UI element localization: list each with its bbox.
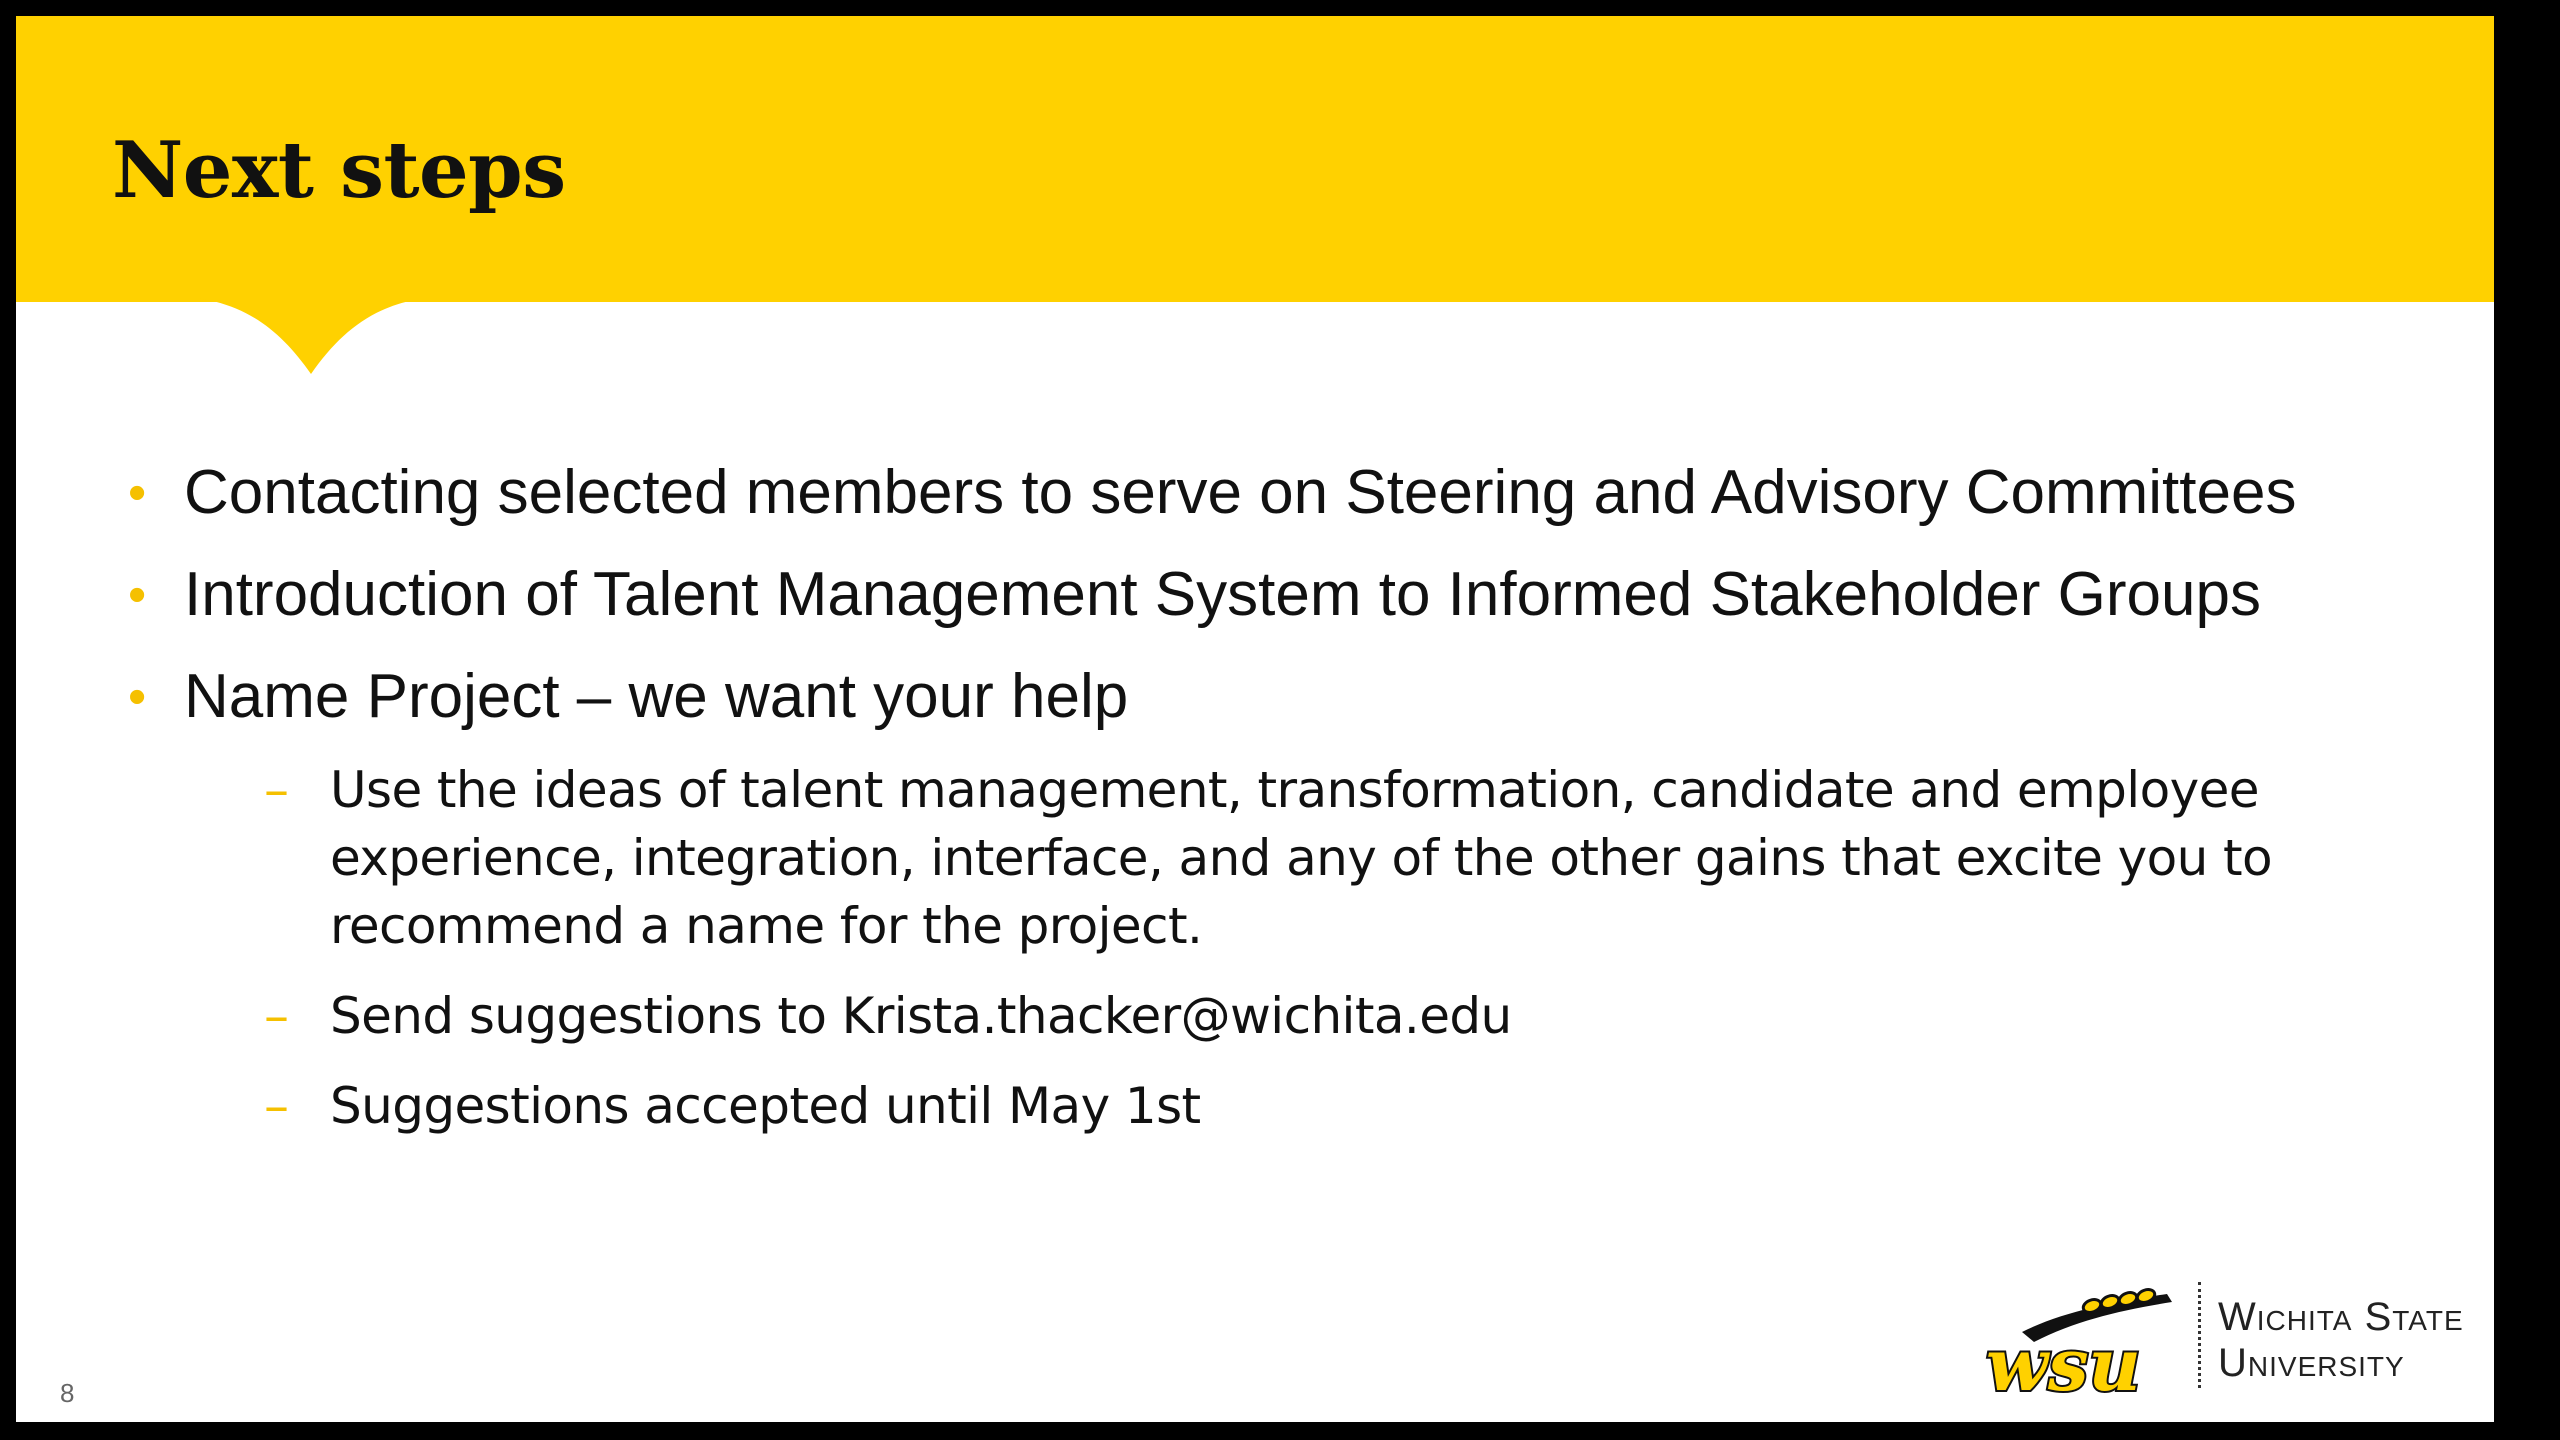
wsu-monogram: wsu [1986,1322,2141,1402]
logo-line-2: University [2218,1341,2405,1385]
sub-bullet-marker: – [264,1077,289,1135]
sub-bullet-item [264,756,2432,960]
bullet-marker: • [128,464,147,522]
sub-bullet-text: Use the ideas of talent management, transformation, candidate and employee experience, integration, interface, and any of the other gains that excite you to recommend a name for the project. [330,761,2272,955]
wsu-shocker-logo-icon [1982,1272,2182,1402]
title-band-notch [166,296,456,406]
logo-divider [2198,1282,2201,1388]
bullet-text: Introduction of Talent Management System to Informed Stakeholder Groups [184,560,2261,629]
bullet-marker: • [128,668,147,726]
sub-bullet-list [264,756,2432,1140]
bullet-text: Contacting selected members to serve on Steering and Advisory Committees [184,458,2297,527]
sub-bullet-item [264,1072,2432,1140]
bullet-item [112,558,2432,632]
slide-content [112,456,2432,1162]
bullet-text: Name Project – we want your help [184,662,1129,731]
bullet-marker: • [128,566,147,624]
logo-line-1: Wichita State [2218,1295,2464,1339]
sub-bullet-text: Suggestions accepted until May 1st [330,1077,1201,1135]
bullet-item [112,456,2432,530]
bullet-item [112,660,2432,734]
sub-bullet-marker: – [264,761,289,819]
slide-title: Next steps [112,125,566,216]
wichita-state-logo [1982,1272,2482,1402]
page-number: 8 [60,1378,75,1408]
sub-bullet-item [264,982,2432,1050]
sub-bullet-marker: – [264,987,289,1045]
logo-wordmark [2218,1294,2464,1386]
sub-bullet-text: Send suggestions to Krista.thacker@wichita.edu [330,987,1512,1045]
slide [16,16,2494,1422]
